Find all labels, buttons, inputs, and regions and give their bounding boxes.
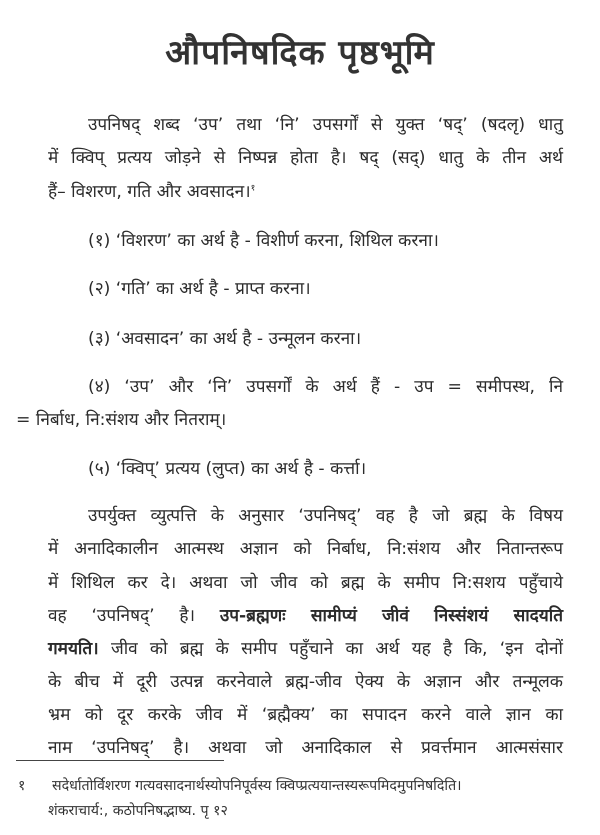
paragraph1-line2: में क्विप् प्रत्यय जोड़ने से निष्पन्न होता है। षद् (सद्) धातु के तीन अर्थ [48,148,563,168]
paragraph1-line1: उपनिषद् शब्द ‘उप’ तथा ‘नि’ उपसर्गों से युक्त ‘षद्’ (षदलृ) धातु [88,115,563,135]
meaning-2: (२) ‘गति’ का अर्थ है - प्राप्त करना। [88,279,311,299]
paragraph2-line5-plain: जीव को ब्रह्म के समीप पहुँचाने का अर्थ यह है कि, ‘इन दोनों [110,639,563,659]
meaning-3: (३) ‘अवसादन’ का अर्थ है - उन्मूलन करना। [88,329,362,349]
footnote-line2: शंकराचार्य:, कठोपनिषद्भाष्य. पृ १२ [48,803,228,819]
paragraph2-line8: नाम ‘उपनिषद्’ है। अथवा जो अनादिकाल से प्रवर्त्तमान आत्मसंसार [48,738,563,758]
paragraph2-line4-plain: वह ‘उपनिषद्’ है। [48,606,196,626]
paragraph2-line6: के बीच में दूरी उत्पन्न करनेवाले ब्रह्म-जीव ऐक्य के अज्ञान और तन्मूलक [48,672,563,692]
page-title: औपनिषदिक पृष्ठभूमि [165,33,435,73]
footnote-number: १ [18,778,26,794]
meaning-4: (४) ‘उप’ और ‘नि’ उपसर्गों के अर्थ हैं - उप = समीपस्थ, नि [88,377,563,397]
paragraph2-line2: में अनादिकालीन आत्मस्थ अज्ञान को निर्बाध, नि:संशय और नितान्तरूप [48,539,563,559]
paragraph2-line5 [48,637,563,660]
paragraph2-line1: उपर्युक्त व्युत्पत्ति के अनुसार ‘उपनिषद्’ वह है जो ब्रह्म के विषय [88,506,563,526]
meaning-4-cont: = निर्बाध, नि:संशय और नितराम्। [16,410,227,430]
footnote-divider [16,760,224,761]
footnote-line1: सदेर्धातोर्विशरण गत्यवसादनार्थस्योपनिपूर्वस्य क्विप्प्रत्ययान्तस्यरूपमिदमुपनिषदिति। [52,778,462,794]
paragraph2-line4 [48,604,563,627]
paragraph2-line7: भ्रम को दूर करके जीव में ‘ब्रह्मैक्य’ का सपादन करने वाले ज्ञान का [48,705,563,725]
footnote-ref: १ [250,183,256,194]
sanskrit-quote: उप-ब्रह्मणः सामीप्यं जीवं निस्संशयं सादयति [219,606,563,626]
paragraph2-line3: में शिथिल कर दे। अथवा जो जीव को ब्रह्म के समीप नि:सशय पहुँचाये [48,573,563,593]
meaning-5: (५) ‘क्विप्’ प्रत्यय (लुप्त) का अर्थ है - कर्त्ता। [88,459,367,479]
sanskrit-quote-end: गमयति। [48,639,99,659]
meaning-1: (१) ‘विशरण’ का अर्थ है - विशीर्ण करना, शिथिल करना। [88,231,439,251]
paragraph1-line3 [48,180,563,203]
paragraph1-line3-text: हैं– विशरण, गति और अवसादन। [48,182,251,202]
